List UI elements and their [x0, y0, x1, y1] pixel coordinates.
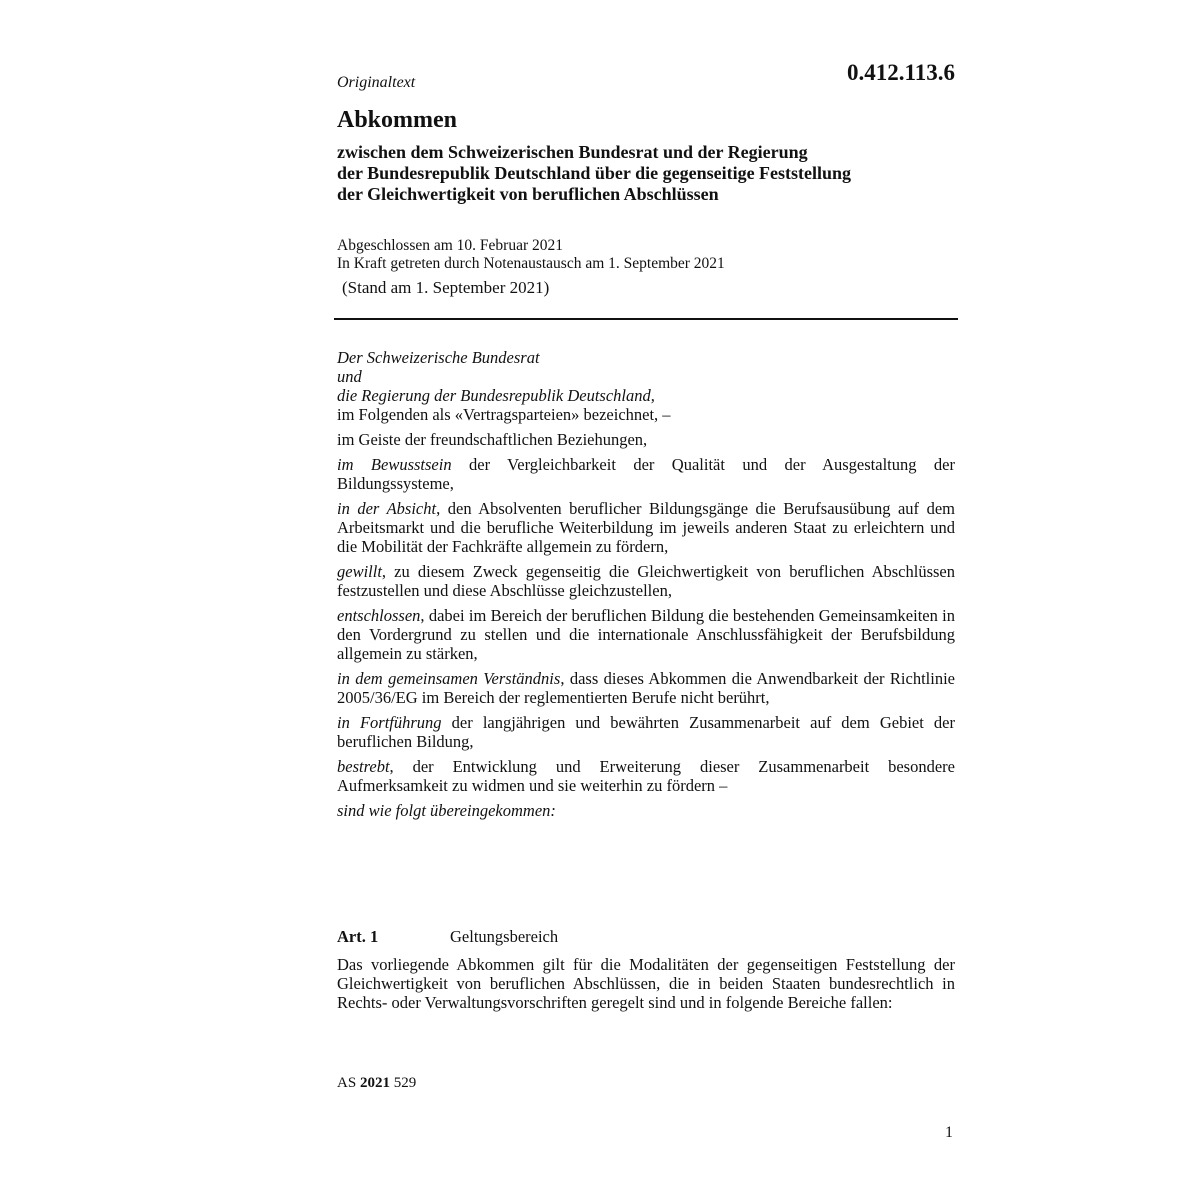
official-collection-reference [337, 1075, 416, 1092]
parties-referred: im Folgenden als «Vertragsparteien» bezeichnet, – [337, 405, 671, 424]
preamble-text: der Vergleichbarkeit der Qualität und der Ausgestaltung der Bildungssysteme, [337, 455, 955, 493]
preamble-keyword: entschlossen [337, 606, 421, 625]
contracting-parties [337, 348, 955, 424]
party-germany: die Regierung der Bundesrepublik Deutschland, [337, 386, 655, 405]
preamble-keyword: im Bewusstsein [337, 455, 452, 474]
in-force-date: In Kraft getreten durch Notenaustausch am 1. September 2021 [337, 255, 725, 272]
preamble-paragraph [337, 606, 955, 663]
sr-number: 0.412.113.6 [847, 60, 955, 85]
preamble-keyword: gewillt [337, 562, 382, 581]
subtitle-line: der Gleichwertigkeit von beruflichen Abschlüssen [337, 184, 719, 204]
preamble-paragraph [337, 713, 955, 751]
preamble [337, 348, 955, 820]
preamble-keyword: in Fortführung [337, 713, 442, 732]
preamble-paragraph [337, 562, 955, 600]
preamble-paragraph [337, 499, 955, 556]
document-meta [337, 237, 725, 273]
preamble-text: , zu diesem Zweck gegenseitig die Gleichwertigkeit von beruflichen Abschlüssen festzustellen und diese Abschlüsse gleichzustellen, [337, 562, 955, 600]
party-conjunction: und [337, 367, 362, 386]
preamble-keyword: in dem gemeinsamen Verständnis [337, 669, 561, 688]
preamble-text: , der Entwicklung und Erweiterung dieser Zusammenarbeit besondere Aufmerksamkeit zu widmen und sie weiterhin zu fördern – [337, 757, 955, 795]
preamble-closing: sind wie folgt übereingekommen: [337, 801, 556, 820]
page-number: 1 [945, 1124, 953, 1141]
article-body: Das vorliegende Abkommen gilt für die Modalitäten der gegenseitigen Feststellung der Gleichwertigkeit von beruflichen Abschlüssen, die in beiden Staaten bundesrechtlich in Rechts- oder Verwaltungsvorschriften geregelt sind und in folgende Bereiche fallen: [337, 955, 955, 1012]
document-subtitle [337, 142, 977, 205]
concluded-date: Abgeschlossen am 10. Februar 2021 [337, 237, 563, 254]
source-page: 529 [393, 1075, 417, 1091]
status-date: (Stand am 1. September 2021) [342, 278, 550, 297]
preamble-keyword: bestrebt [337, 757, 390, 776]
preamble-paragraph: im Geiste der freundschaftlichen Beziehungen, [337, 430, 648, 449]
preamble-paragraph [337, 669, 955, 707]
preamble-paragraph [337, 757, 955, 795]
preamble-text: der langjährigen und bewährten Zusammenarbeit auf dem Gebiet der beruflichen Bildung, [337, 713, 955, 751]
article-number: Art. 1 [337, 927, 379, 946]
article-heading [337, 927, 955, 947]
original-text-label: Originaltext [337, 74, 416, 91]
subtitle-line: zwischen dem Schweizerischen Bundesrat und der Regierung [337, 142, 808, 162]
preamble-paragraph [337, 455, 955, 493]
preamble-text: , den Absolventen beruflicher Bildungsgänge die Berufsausübung auf dem Arbeitsmarkt und die berufliche Weiterbildung im jeweils anderen Staat zu erleichtern und die Mobilität der Fachkräfte allgemein zu fördern, [337, 499, 955, 556]
article-1 [337, 927, 955, 1012]
preamble-text: , dass dieses Abkommen die Anwendbarkeit der Richtlinie 2005/36/EG im Bereich der reglementierten Berufe nicht berührt, [337, 669, 956, 707]
source-prefix: AS [337, 1075, 357, 1091]
preamble-keyword: in der Absicht [337, 499, 437, 518]
source-year: 2021 [359, 1075, 390, 1091]
subtitle-line: der Bundesrepublik Deutschland über die gegenseitige Feststellung [337, 163, 852, 183]
party-switzerland: Der Schweizerische Bundesrat [337, 348, 540, 367]
document-title: Abkommen [337, 107, 458, 133]
article-title: Geltungsbereich [450, 927, 559, 946]
header-divider [334, 318, 958, 320]
preamble-text: , dabei im Bereich der beruflichen Bildung die bestehenden Gemeinsamkeiten in den Vordergrund zu stellen und die internationale Anschlussfähigkeit der Berufsbildung allgemein zu stärken, [337, 606, 955, 663]
